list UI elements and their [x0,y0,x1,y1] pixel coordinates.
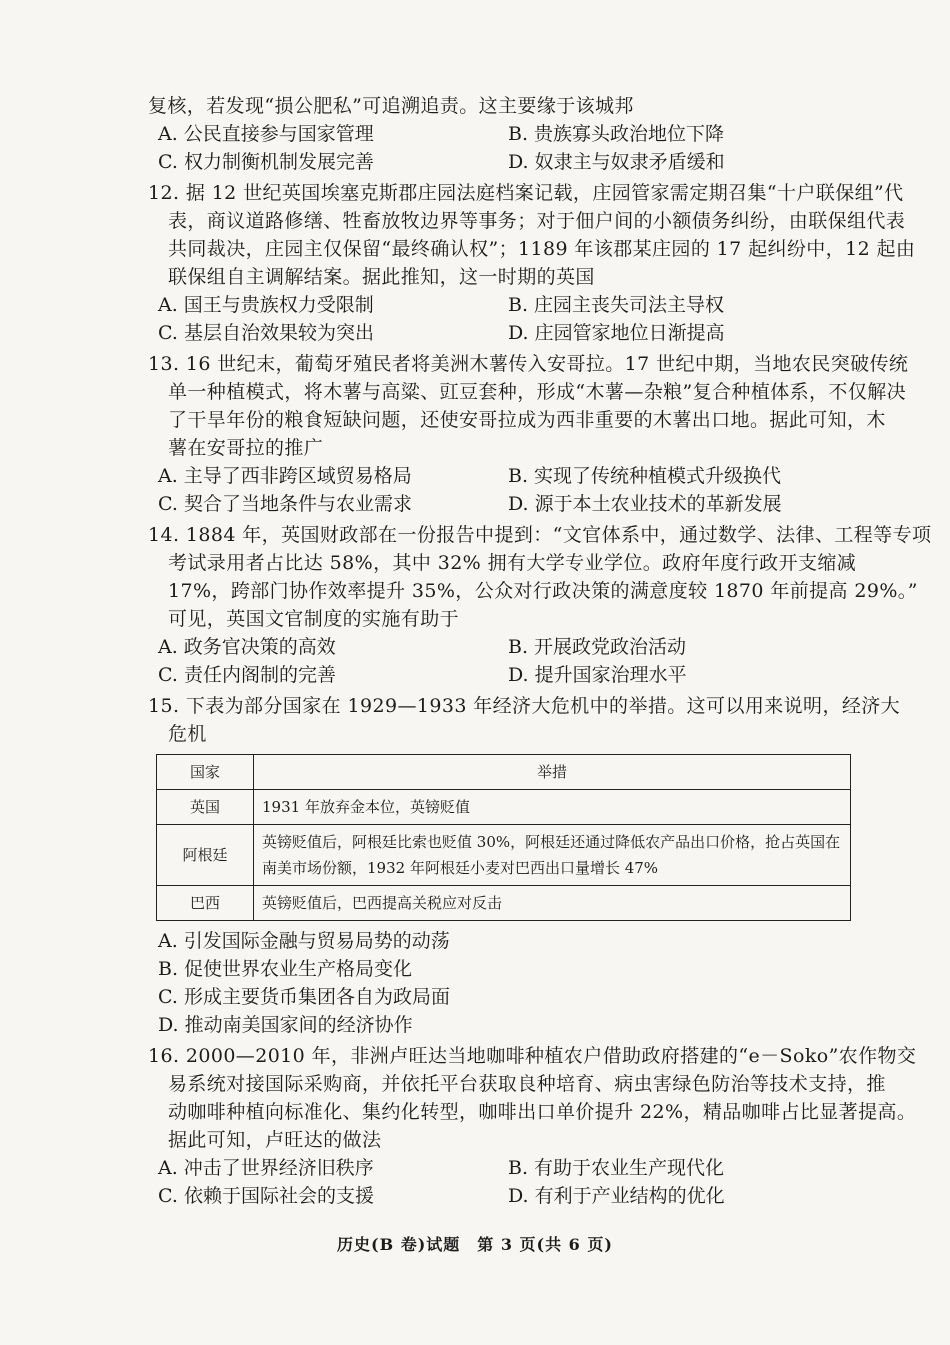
question-text: 复核，若发现“损公肥私”可追溯追责。这主要缘于该城邦 [148,95,634,117]
option-b: B. 促使世界农业生产格局变化 [158,958,413,980]
table-row [157,886,851,921]
table-header-measures: 举措 [254,755,851,790]
option-a: A. 引发国际金融与贸易局势的动荡 [158,930,450,952]
question-text: 考试录用者占比达 58%，其中 32% 拥有大学专业学位。政府年度行政开支缩减 [168,552,857,574]
option-d: D. 庄园管家地位日渐提高 [508,322,725,344]
question-14 [148,521,932,689]
question-text: 表，商议道路修缮、牲畜放牧边界等事务；对于佃户间的小额债务纠纷，由联保组代表 [168,210,906,232]
question-text: 联保组自主调解结案。据此推知，这一时期的英国 [168,266,595,288]
table-cell-measure: 1931 年放弃金本位，英镑贬值 [254,790,851,825]
option-d: D. 提升国家治理水平 [508,664,687,686]
question-11 [148,92,858,176]
option-c: C. 责任内阁制的完善 [158,664,336,686]
question-text: 17%，跨部门协作效率提升 35%，公众对行政决策的满意度较 1870 年前提高 29%。” [168,580,918,602]
question-text: 13. 16 世纪末，葡萄牙殖民者将美洲木薯传入安哥拉。17 世纪中期，当地农民突破传统 [148,353,909,375]
option-b: B. 庄园主丧失司法主导权 [508,294,725,316]
question-text: 据此可知，卢旺达的做法 [168,1129,382,1151]
question-text: 动咖啡种植向标准化、集约化转型，咖啡出口单价提升 22%，精品咖啡占比显著提高。 [168,1101,917,1123]
question-text: 了干旱年份的粮食短缺问题，还使安哥拉成为西非重要的木薯出口地。据此可知，木 [168,409,886,431]
question-text: 共同裁决，庄园主仅保留“最终确认权”；1189 年该郡某庄园的 17 起纠纷中，12 起由 [168,238,916,260]
option-a: A. 公民直接参与国家管理 [158,123,374,145]
table-cell-country: 英国 [157,790,254,825]
table-header-country: 国家 [157,755,254,790]
option-d: D. 推动南美国家间的经济协作 [158,1014,413,1036]
question-text: 单一种植模式，将木薯与高粱、豇豆套种，形成“木薯—杂粮”复合种植体系，不仅解决 [168,381,907,403]
question-13 [148,350,909,518]
option-d: D. 奴隶主与奴隶矛盾缓和 [508,151,725,173]
question-text: 15. 下表为部分国家在 1929—1933 年经济大危机中的举措。这可以用来说明，经济大 [148,695,901,717]
option-c: C. 权力制衡机制发展完善 [158,151,374,173]
measures-table [156,754,851,921]
table-cell-country: 巴西 [157,886,254,921]
table-row [157,790,851,825]
table-row [157,825,851,886]
table-header-row [157,755,851,790]
option-b: B. 贵族寡头政治地位下降 [508,123,725,145]
question-12 [148,179,916,347]
question-text: 12. 据 12 世纪英国埃塞克斯郡庄园法庭档案记载，庄园管家需定期召集“十户联保组”代 [148,182,904,204]
question-16 [148,1042,917,1210]
question-text: 危机 [168,723,207,745]
exam-page [148,92,932,1210]
question-15 [148,692,901,1039]
table-cell-measure: 英镑贬值后，阿根廷比索也贬值 30%，阿根廷还通过降低农产品出口价格，抢占英国在南美市场份额，1932 年阿根廷小麦对巴西出口量增长 47% [254,825,851,886]
question-text: 14. 1884 年，英国财政部在一份报告中提到：“文官体系中，通过数学、法律、工程等专项 [148,524,932,546]
option-a: A. 政务官决策的高效 [158,636,336,658]
table-cell-measure: 英镑贬值后，巴西提高关税应对反击 [254,886,851,921]
option-c: C. 基层自治效果较为突出 [158,322,374,344]
option-b: B. 开展政党政治活动 [508,636,687,658]
page-footer: 历史(B 卷)试题 第 3 页(共 6 页) [337,1235,613,1254]
option-b: B. 实现了传统种植模式升级换代 [508,465,782,487]
option-c: C. 形成主要货币集团各自为政局面 [158,986,450,1008]
option-b: B. 有助于农业生产现代化 [508,1157,725,1179]
question-text: 易系统对接国际采购商，并依托平台获取良种培育、病虫害绿色防治等技术支持，推 [168,1073,886,1095]
option-a: A. 冲击了世界经济旧秩序 [158,1157,374,1179]
option-c: C. 依赖于国际社会的支援 [158,1185,374,1207]
option-d: D. 有利于产业结构的优化 [508,1185,725,1207]
question-text: 薯在安哥拉的推广 [168,437,324,459]
option-c: C. 契合了当地条件与农业需求 [158,493,412,515]
option-a: A. 主导了西非跨区域贸易格局 [158,465,412,487]
table-cell-country: 阿根廷 [157,825,254,886]
question-text: 16. 2000—2010 年，非洲卢旺达当地咖啡种植农户借助政府搭建的“e－Soko”农作物交 [148,1045,917,1067]
question-text: 可见，英国文官制度的实施有助于 [168,608,460,630]
option-d: D. 源于本土农业技术的革新发展 [508,493,782,515]
option-a: A. 国王与贵族权力受限制 [158,294,374,316]
